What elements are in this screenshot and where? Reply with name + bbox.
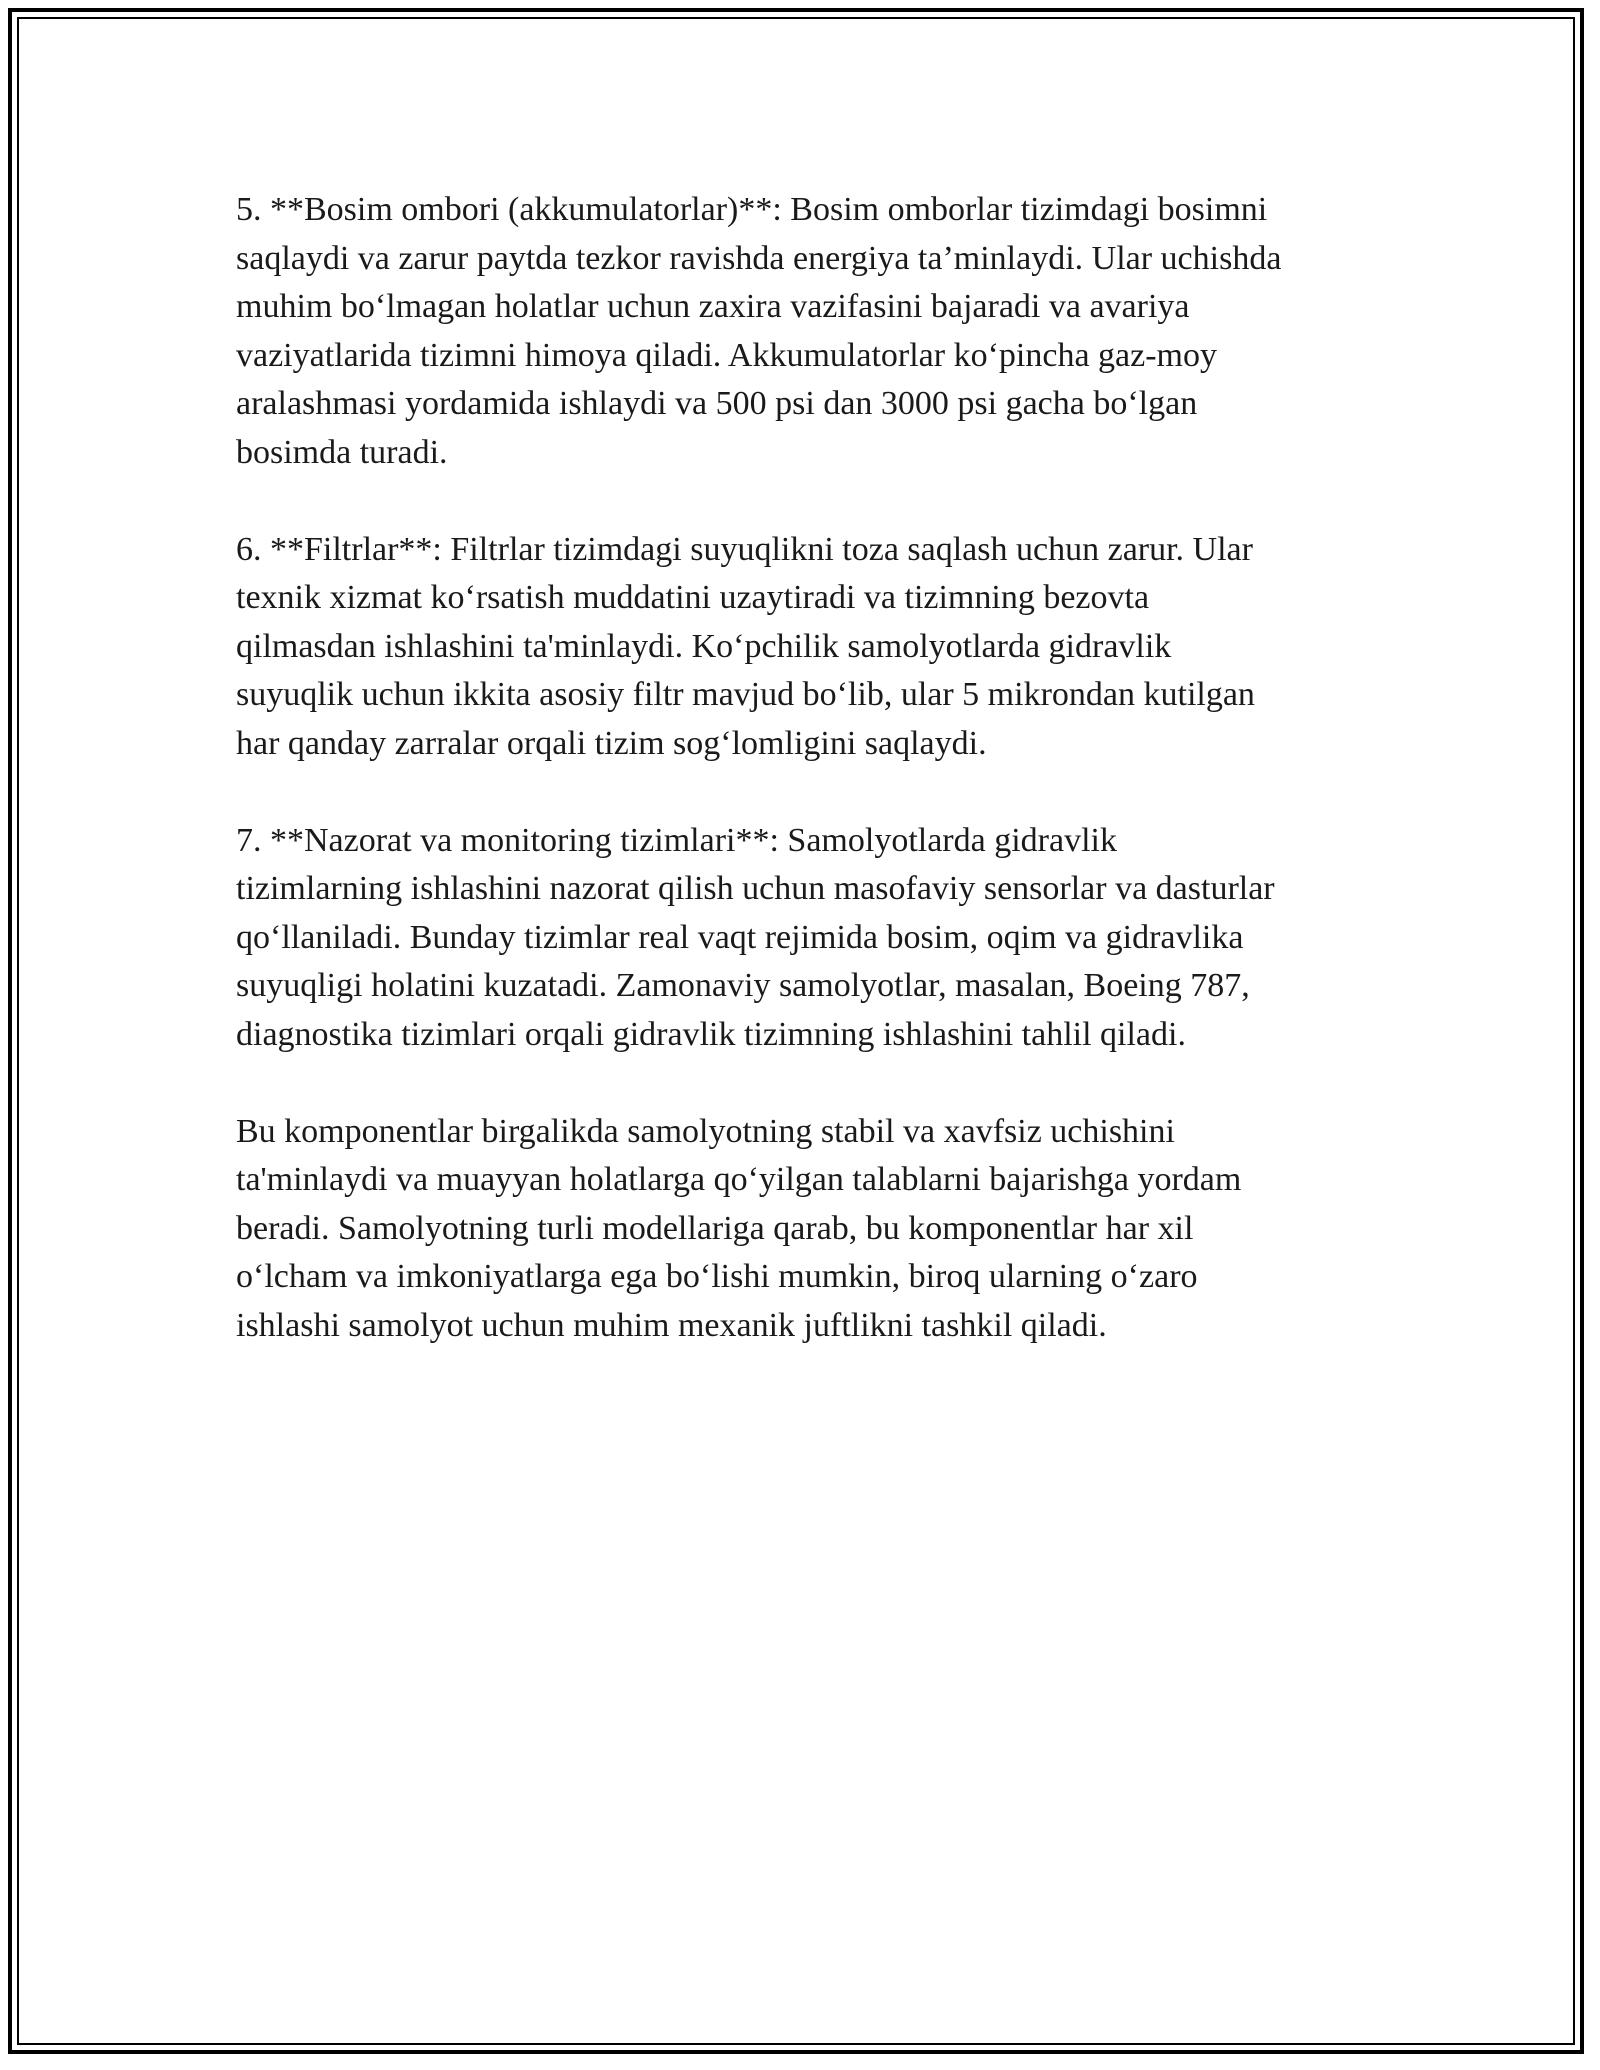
paragraph-accumulators: 5. **Bosim ombori (akkumulatorlar)**: Bosim omborlar tizimdagi bosimni saqlaydi va zarur paytda tezkor ravishda energiya ta’minlaydi. Ular uchishda muhim bo‘lmagan holatlar uchun zaxira vazifasini bajaradi va avariya vaziyatlarida tizimni himoya qiladi. Akkumulatorlar ko‘pincha gaz-moy aralashmasi yordamida ishlaydi va 500 psi dan 3000 psi gacha bo‘lgan bosimda turadi. xyxy=(236,191,1282,471)
paragraph-filters: 6. **Filtrlar**: Filtrlar tizimdagi suyuqlikni toza saqlash uchun zarur. Ular texnik xizmat ko‘rsatish muddatini uzaytiradi va tizimning bezovta qilmasdan ishlashini ta'minlaydi. Ko‘pchilik samolyotlarda gidravlik suyuqlik uchun ikkita asosiy filtr mavjud bo‘lib, ular 5 mikrondan kutilgan har qanday zarralar orqali tizim sog‘lomligini saqlaydi. xyxy=(236,530,1255,762)
document-body xyxy=(236,186,1386,1350)
paragraph-monitoring-systems: 7. **Nazorat va monitoring tizimlari**: Samolyotlarda gidravlik tizimlarning ishlashini nazorat qilish uchun masofaviy sensorlar va dasturlar qo‘llaniladi. Bunday tizimlar real vaqt rejimida bosim, oqim va gidravlika suyuqligi holatini kuzatadi. Zamonaviy samolyotlar, masalan, Boeing 787, diagnostika tizimlari orqali gidravlik tizimning ishlashini tahlil qiladi. xyxy=(236,821,1275,1053)
paragraph-conclusion: Bu komponentlar birgalikda samolyotning stabil va xavfsiz uchishini ta'minlaydi va muayyan holatlarga qo‘yilgan talablarni bajarishga yordam beradi. Samolyotning turli modellariga qarab, bu komponentlar har xil o‘lcham va imkoniyatlarga ega bo‘lishi mumkin, biroq ularning o‘zaro ishlashi samolyot uchun muhim mexanik juftlikni tashkil qiladi. xyxy=(236,1112,1242,1344)
